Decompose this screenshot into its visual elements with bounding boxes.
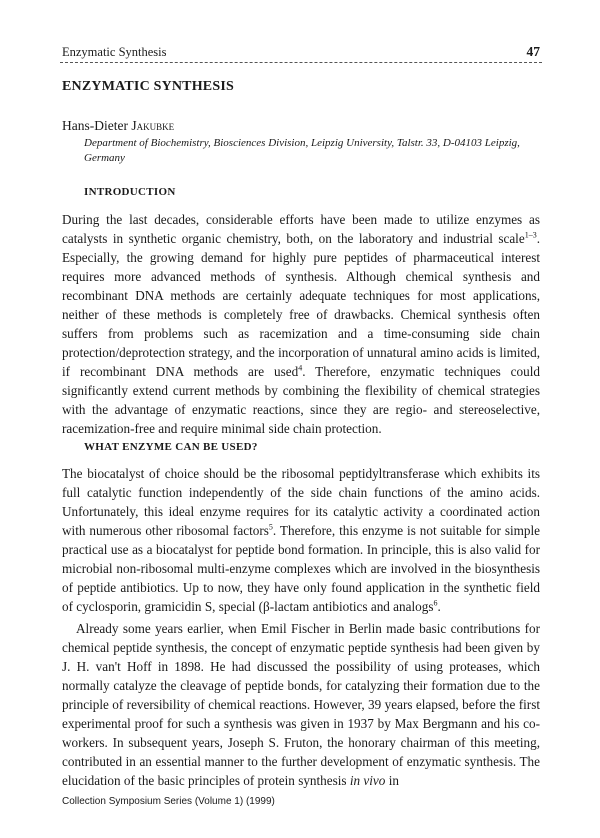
page-number: 47 <box>526 44 540 59</box>
paragraph-enzyme-1: The biocatalyst of choice should be the ribosomal peptidyltransferase which exhibits its full catalytic function independently of the side chain functions of the amino acids. Unfortunately, this ideal enzyme requires for its catalytic activity a coordinated action with numerous other ribosomal factors$^5$. Therefore, this enzyme is not suitable for simple practical use as a biocatalyst for peptide bond formation. In principle, this is also valid for microbial non-ribosomal multi-enzyme complexes which are involved in the biosynthesis of peptide antibiotics. Up to now, they have only found application in the synthetic field of cyclosporin, gramicidin S, special (β-lactam antibiotics and analogs$^6$. <box>62 466 540 614</box>
running-head <box>62 44 540 60</box>
section-heading-enzyme: WHAT ENZYME CAN BE USED? <box>84 441 258 453</box>
author-affiliation: Department of Biochemistry, Biosciences Division, Leipzig University, Talstr. 33, D-04103 Leipzig, Germany <box>84 137 520 164</box>
page-footer: Collection Symposium Series (Volume 1) (1999) <box>62 796 275 807</box>
section-heading-introduction: INTRODUCTION <box>84 186 176 198</box>
header-rule <box>60 62 542 63</box>
author-surname: Jakubke <box>131 118 175 133</box>
author-given-name: Hans-Dieter <box>62 118 132 133</box>
paragraph-introduction: During the last decades, considerable efforts have been made to utilize enzymes as catalysts in synthetic organic chemistry, both, on the laboratory and industrial scale$^{1-3}$. Especially, the growing demand for highly pure peptides of pharmaceutical interest requires more advanced methods of synthesis. Although chemical synthesis and recombinant DNA methods are certainly adequate techniques for most applications, neither of these methods is completely free of drawbacks. Chemical synthesis often suffers from problems such as racemization and a time-consuming side chain protection/deprotection strategy, and the incorporation of unnatural amino acids is limited, if recombinant DNA methods are used$^4$. Therefore, enzymatic techniques could significantly extend current methods by combining the flexibility of chemical strategies with the advantage of enzymatic reactions, since they are regio- and stereoselective, racemization-free and require minimal side chain protection. <box>62 212 540 436</box>
article-title: ENZYMATIC SYNTHESIS <box>62 79 234 94</box>
running-head-title: Enzymatic Synthesis <box>62 45 167 59</box>
author-line <box>62 118 174 134</box>
paragraph-enzyme-2: Already some years earlier, when Emil Fischer in Berlin made basic contributions for chemical peptide synthesis, the concept of enzymatic peptide synthesis had been given by J. H. van't Hoff in 1898. He had discussed the possibility of using proteases, which normally catalyze the cleavage of peptide bonds, for catalyzing their formation due to the principle of reversibility of chemical reactions. However, 39 years elapsed, before the first experimental proof for such a synthesis was given in 1937 by Max Bergmann and his co-workers. In subsequent years, Joseph S. Fruton, the honorary chairman of this meeting, contributed in an essential manner to the further development of enzymatic synthesis. The elucidation of the basic principles of protein synthesis in vivo in <box>62 621 540 788</box>
